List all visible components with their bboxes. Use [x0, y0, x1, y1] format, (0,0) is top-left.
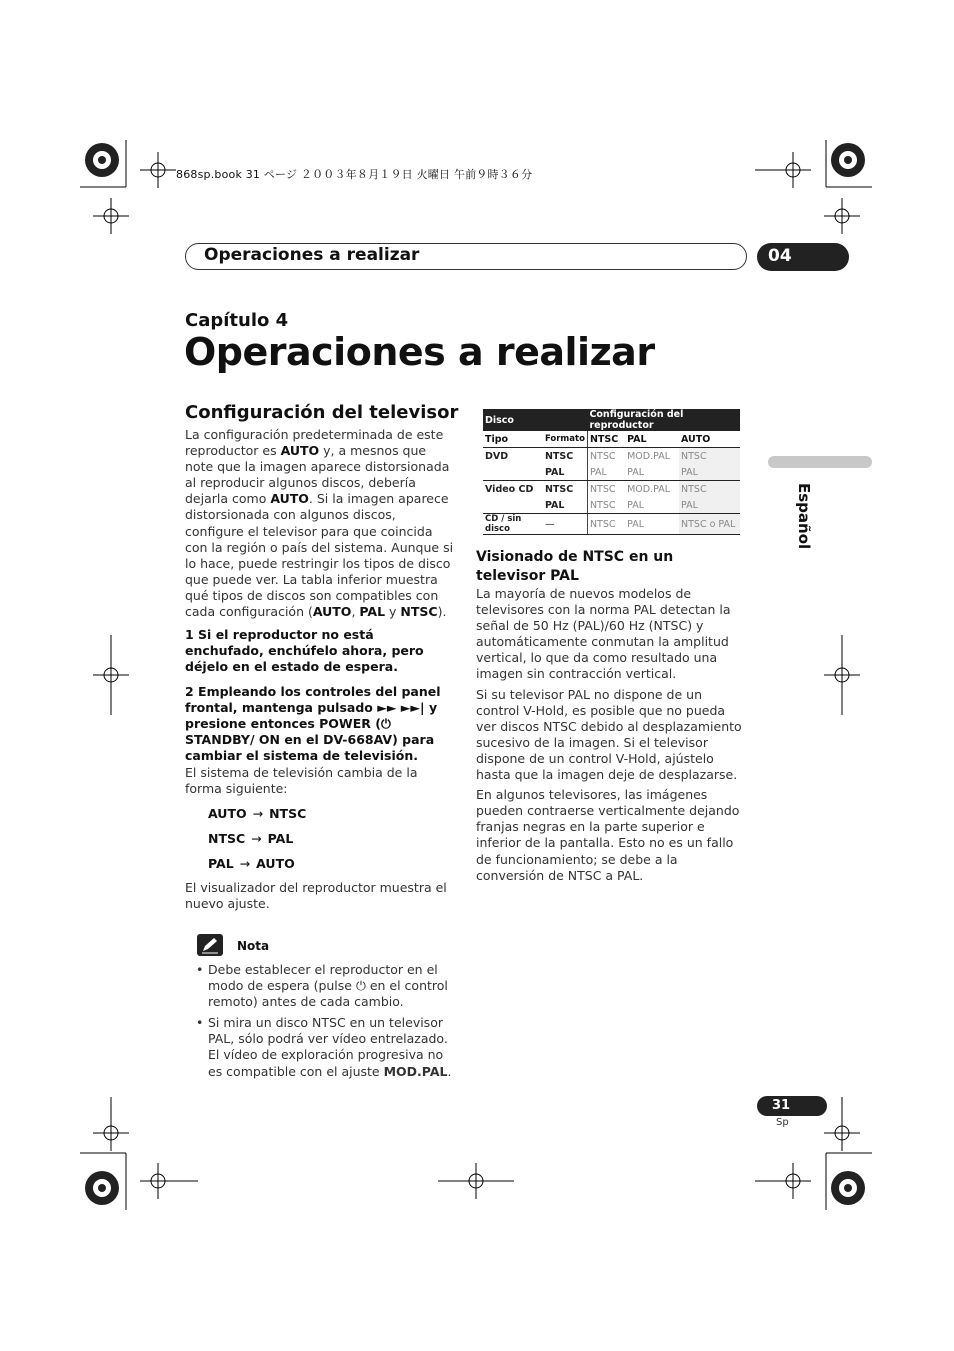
right-column-text: [476, 586, 744, 888]
note-item-1: • Debe establecer el reproductor en el modo de espera (pulse ⏻ en el control remoto) antes de cada cambio.: [196, 962, 454, 1010]
col-formato: Formato: [543, 431, 588, 448]
col-tipo: Tipo: [483, 431, 543, 448]
note-list: [196, 962, 454, 1085]
registration-target-top-left-icon: [85, 143, 119, 177]
table-header-config: Configuración del reproductor: [587, 409, 740, 431]
page-title: Operaciones a realizar: [184, 330, 655, 374]
note-label: Nota: [237, 939, 270, 953]
table-row: CD / sin disco — NTSC PAL NTSC o PAL: [483, 514, 740, 535]
sequence-line-3: PAL → AUTO: [208, 856, 295, 871]
step-2: 2 Empleando los controles del panel frontal, mantenga pulsado ►► ►►| y presione entonces POWER (⏻ STANDBY/ ON en el DV-668AV) para cambiar el sistema de televisión.: [185, 684, 441, 764]
page-language-code: Sp: [776, 1117, 789, 1128]
intro-paragraph: La configuración predeterminada de este reproductor es AUTO y, a mesnos que note que la imagen aparece distorsionada al reproducir algunos discos, debería dejarla como AUTO. Si la imagen aparece distorsionada con algunos discos, configure el televisor para que coincida con la región o país del sistema. Aunque si lo hace, puede restringir los tipos de disco que puede ver. La tabla inferior muestra qué tipos de discos son compatibles con cada configuración (AUTO, PAL y NTSC).: [185, 427, 454, 620]
table-column-headers: [483, 431, 740, 448]
table-row: PAL NTSC PAL PAL: [483, 497, 740, 514]
sequence-line-2: NTSC → PAL: [208, 831, 294, 846]
chapter-number: 04: [768, 246, 792, 266]
table-row: DVD NTSC NTSC MOD.PAL NTSC: [483, 448, 740, 465]
book-file-info: 868sp.book 31 ページ ２００３年８月１９日 火曜日 午前９時３６分: [176, 168, 533, 181]
paragraph-vertical-shrink: En algunos televisores, las imágenes pueden contraerse verticalmente dejando franjas negras en la parte superior e inferior de la pantalla. Esto no es un fallo de funcionamiento; se debe a la conversión de NTSC a PAL.: [476, 787, 740, 883]
table-row: Video CD NTSC NTSC MOD.PAL NTSC: [483, 481, 740, 498]
language-tab-bar: [768, 456, 872, 468]
col-pal: PAL: [625, 431, 679, 448]
paragraph-pal-detection: La mayoría de nuevos modelos de televisores con la norma PAL detectan la señal de 50 Hz (PAL)/60 Hz (NTSC) y automáticamente conmutan la amplitud vertical, lo que da como resultado una imagen sin contracción vertical.: [476, 586, 731, 682]
display-note: El visualizador del reproductor muestra el nuevo ajuste.: [185, 880, 447, 912]
note-pencil-icon: [197, 934, 223, 956]
step-2-description: El sistema de televisión cambia de la forma siguiente:: [185, 765, 418, 797]
subsection-heading: Visionado de NTSC en un televisor PAL: [476, 549, 674, 584]
table-header-row: [483, 409, 740, 431]
chapter-label: Capítulo 4: [185, 310, 289, 331]
section-heading: Configuración del televisor: [185, 402, 459, 423]
table-row: PAL PAL PAL PAL: [483, 464, 740, 481]
running-header-title: Operaciones a realizar: [204, 245, 420, 265]
paragraph-v-hold: Si su televisor PAL no dispone de un control V-Hold, es posible que no pueda ver discos NTSC debido al desplazamiento sucesivo de la imagen. Si el televisor dispone de un control V-Hold, ajústelo hasta que la imagen deje de desplazarse.: [476, 686, 742, 783]
registration-target-bottom-right-icon: [831, 1171, 865, 1205]
disc-compatibility-table: [483, 409, 740, 535]
language-tab-label: Español: [795, 483, 813, 550]
registration-target-bottom-left-icon: [85, 1171, 119, 1205]
note-item-2: • Si mira un disco NTSC en un televisor PAL, sólo podrá ver vídeo entrelazado. El vídeo de exploración progresiva no es compatible con el ajuste MOD.PAL.: [196, 1015, 454, 1079]
table-header-disc: Disco: [483, 409, 587, 431]
page-number: 31: [772, 1098, 791, 1113]
page-number-pill: [757, 1096, 827, 1116]
registration-target-top-right-icon: [831, 143, 865, 177]
sequence-line-1: AUTO → NTSC: [208, 806, 307, 821]
col-auto: AUTO: [679, 431, 740, 448]
col-ntsc: NTSC: [587, 431, 625, 448]
step-1: 1 Si el reproductor no está enchufado, enchúfelo ahora, pero déjelo en el estado de espera.: [185, 627, 424, 675]
